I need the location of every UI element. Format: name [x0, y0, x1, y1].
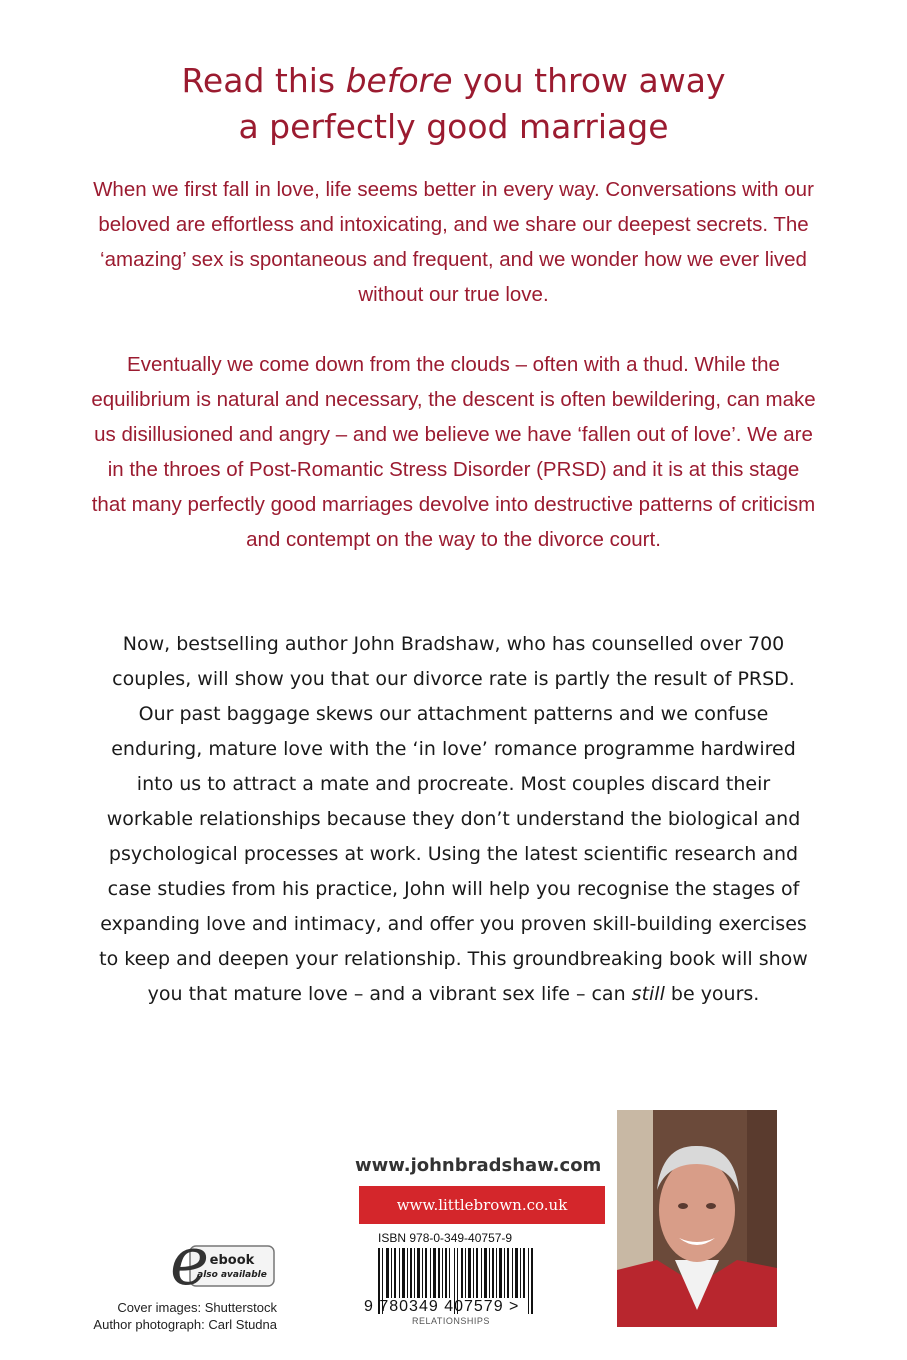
image-credits	[60, 1299, 277, 1333]
intro-paragraph-1: When we first fall in love, life seems better in every way. Conversations with our beloved are effortless and intoxicating, and we share our deepest secrets. The ‘amazing’ sex is spontaneous and frequent, and we wonder how we ever lived without our true love.	[93, 178, 814, 306]
barcode-digits: 9 780349 407579 >	[364, 1298, 520, 1315]
ebook-badge	[168, 1226, 276, 1294]
ebook-label: ebook	[209, 1253, 255, 1268]
category-label: RELATIONSHIPS	[412, 1316, 490, 1326]
isbn-text: ISBN 978-0-349-40757-9	[378, 1231, 513, 1245]
intro-paragraph-2: Eventually we come down from the clouds – often with a thud. While the equilibrium is natural and necessary, the descent is often bewildering, can make us disillusioned and angry – and we believe we have ‘fallen out of love’. We are in the throes of Post-Romantic Stress Disorder (PRSD) and it is at this stage that many perfectly good marriages devolve into destructive patterns of criticism and contempt on the way to the divorce court.	[91, 353, 816, 551]
headline-line-2: a perfectly good marriage	[238, 107, 669, 146]
author-photo	[617, 1110, 777, 1327]
ebook-sublabel: also available	[197, 1270, 267, 1280]
author-website-link[interactable]: www.johnbradshaw.com	[355, 1155, 602, 1176]
headline-emphasis: before	[345, 61, 453, 100]
headline-line-1: Read this before you throw away	[181, 61, 726, 100]
publisher-website-link[interactable]: www.littlebrown.co.uk	[359, 1186, 605, 1224]
main-description: Now, bestselling author John Bradshaw, who has counselled over 700 couples, will show you that our divorce rate is partly the result of PRSD. Our past baggage skews our attachment patterns and we confuse enduring, mature love with the ‘in love’ romance programme hardwired into us to attract a mate and procreate. Most couples discard their workable relationships because they don’t understand the biological and psychological processes at work. Using the latest scientific research and case studies from his practice, John will help you recognise the stages of expanding love and intimacy, and offer you proven skill-building exercises to keep and deepen your relationship. This groundbreaking book will show you that mature love – and a vibrant sex life – can still be yours.	[99, 633, 808, 1005]
headline	[0, 58, 907, 150]
cover-credit: Cover images: Shutterstock	[117, 1300, 277, 1315]
ebook-e-icon: e	[170, 1226, 210, 1294]
author-photo-credit: Author photograph: Carl Studna	[93, 1317, 277, 1332]
